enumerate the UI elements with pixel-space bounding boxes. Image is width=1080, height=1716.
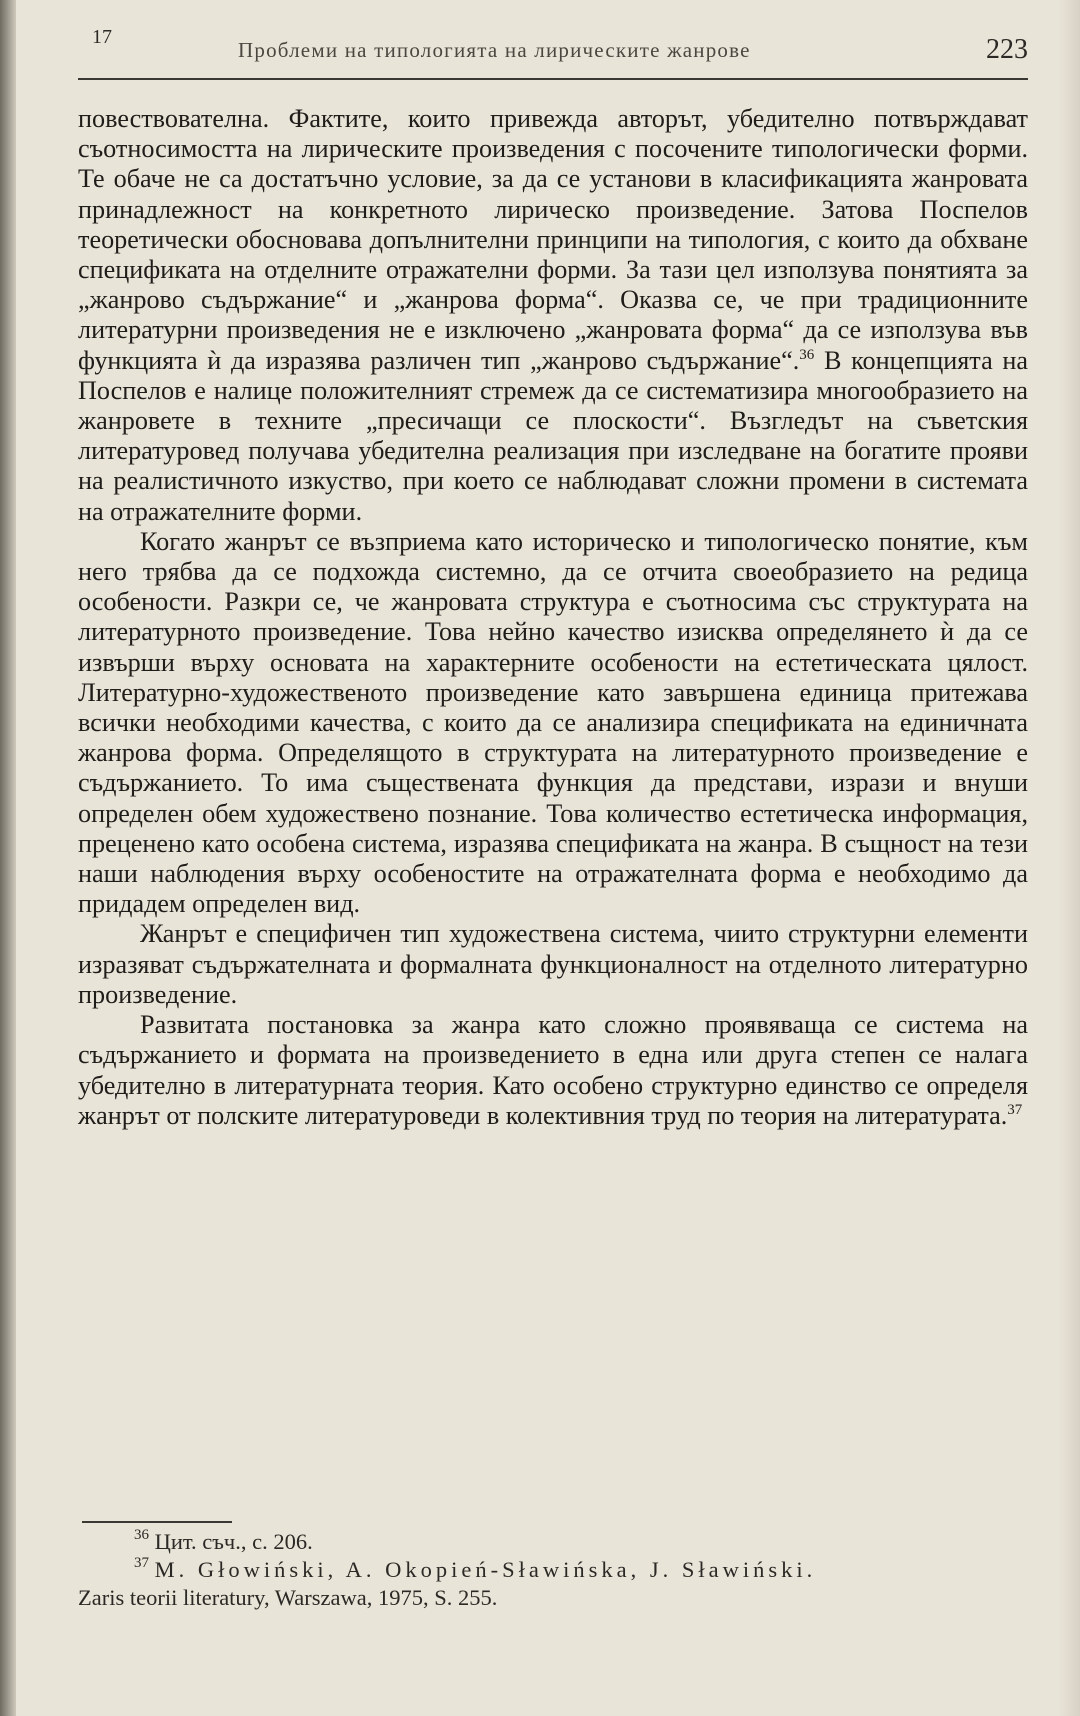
footnote-rule xyxy=(82,1521,232,1523)
footnote-number: 37 xyxy=(134,1555,149,1571)
footnote-reference: 37 xyxy=(1007,1101,1023,1118)
paragraph xyxy=(78,104,1028,527)
paragraph-text: повествователна. Фактите, които привежда авторът, убедително потвърждават съотносимостта на лирическите произведения с посочените типологически форми. Те обаче не са достатъчно условие, за да се установи в класификацията жанровата принадлежност на конкретното лирическо произведение. Затова Поспелов теоретически обосновава допълнителни принципи на типология, с които да обхване спецификата на отделните отражателни форми. За тази цел използува понятията за „жанрово съдържание“ и „жанрова форма“. Оказва се, че при традиционните литературни произведения не е изключено „жанровата форма“ да се използува във функцията ѝ да изразява различен тип „жанрово съдържание“. xyxy=(78,104,1028,375)
footnotes xyxy=(78,1528,1028,1612)
body-text xyxy=(78,104,1028,1131)
paragraph-text: В концепцията на Поспелов е налице положителният стремеж да се систематизира многообразието на жанровете в техните „пресичащи се плоскости“. Възгледът на съветския литературовед получава убедителна реализация при изследване на богатите прояви на реалистичното изкуство, при което се наблюдават сложни промени в системата на отражателните форми. xyxy=(78,345,1029,526)
footnote-reference: 36 xyxy=(799,346,815,363)
footnote-authors: M. Głowiński, A. Okopień-Sławińska, J. Sławiński. xyxy=(154,1557,817,1582)
signature-mark: 17 xyxy=(92,26,112,48)
footnote-source: Zaris teorii literatury, Warszawa, 1975, S. 255. xyxy=(78,1585,498,1610)
paragraph-text: Развитата постановка за жанра като сложно проявяваща се система на съдържанието и формата на произведението в една или друга степен се налага убедително в литературната теория. Като особено структурно единство се определя жанрът от полските литературоведи в колективния труд по теория на литературата. xyxy=(78,1010,1028,1130)
paragraph-text: Жанрът е специфичен тип художествена система, чиито структурни елементи изразяват съдържателната и формалната функционалност на отделното литературно произведение. xyxy=(78,919,1028,1009)
paragraph xyxy=(78,919,1028,1010)
book-spine-shadow xyxy=(0,0,16,1716)
page-edge xyxy=(1058,0,1080,1716)
page-number: 223 xyxy=(986,34,1028,65)
footnote-text: Цит. съч., с. 206. xyxy=(154,1529,313,1554)
paragraph xyxy=(78,1010,1028,1131)
paragraph-text: Когато жанрът се възприема като историческо и типологическо понятие, към него трябва да се подхожда системно, да се отчита своеобразието на редица особености. Разкри се, че жанровата структура е съотносима със структурата на литературното произведение. Това нейно качество изисква определянето ѝ да се извърши върху основата на характерните особености на естетическата цялост. Литературно-художественото произведение като завършена единица притежава всички необходими качества, с които да се анализира спецификата на единичната жанрова форма. Определящото в структурата на литературното произведение е съдържанието. То има съществената функция да представи, изрази и внуши определен обем художествено познание. Това количество естетическа информация, преценено като особена система, изразява спецификата на жанра. В същност на тези наши наблюдения върху особеностите на отражателната форма е необходимо да придадем определен вид. xyxy=(78,526,1028,919)
paragraph xyxy=(78,527,1028,920)
footnote-37 xyxy=(78,1556,1028,1584)
footnote-number: 36 xyxy=(134,1527,149,1543)
footnote-37-continued xyxy=(78,1584,1028,1612)
running-title: Проблеми на типологията на лирическите жанрове xyxy=(238,38,751,62)
footnote-36 xyxy=(78,1528,1028,1556)
page-header xyxy=(78,22,1028,80)
